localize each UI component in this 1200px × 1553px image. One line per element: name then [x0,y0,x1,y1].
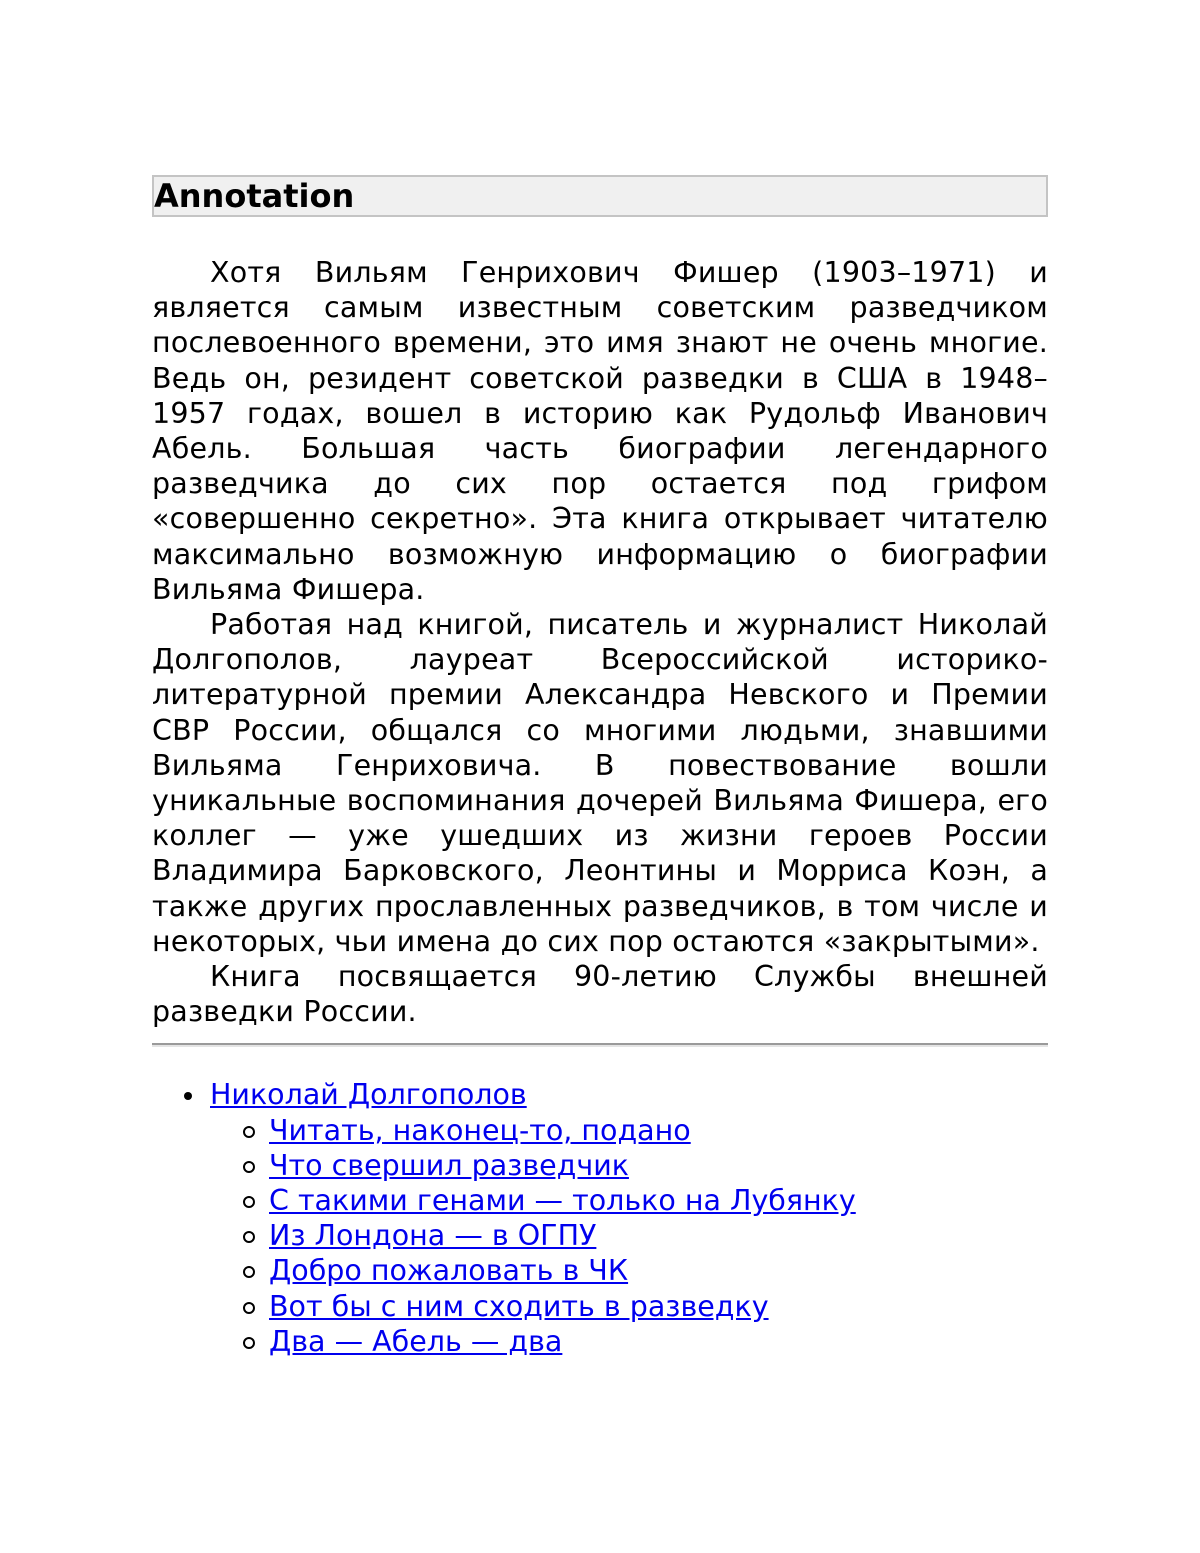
toc-chapter-link[interactable]: Что свершил разведчик [269,1148,629,1182]
annotation-heading: Annotation [152,175,1048,217]
toc-chapter-link[interactable]: Добро пожаловать в ЧК [269,1254,629,1288]
toc-chapter-list [210,1113,1048,1359]
toc-chapter-item [269,1218,1048,1253]
annotation-paragraph: Хотя Вильям Генрихович Фишер (1903–1971) и является самым известным советским разведчиком послевоенного времени, это имя знают не очень многие. Ведь он, резидент советской разведки в США в 1948–1957 годах, вошел в историю как Рудольф Иванович Абель. Большая часть биографии легендарного разведчика до сих пор остается под грифом «совершенно секретно». Эта книга открывает читателю максимально возможную информацию о биографии Вильяма Фишера. [152,256,1048,606]
toc-chapter-item [269,1148,1048,1183]
toc-chapter-item [269,1324,1048,1359]
toc-chapter-item [269,1113,1048,1148]
document-page [152,175,1048,1359]
toc-chapter-link[interactable]: С такими генами — только на Лубянку [269,1184,856,1218]
toc-chapter-link[interactable]: Из Лондона — в ОГПУ [269,1219,597,1253]
toc-chapter-item [269,1183,1048,1218]
toc-chapter-link[interactable]: Два — Абель — два [269,1324,563,1358]
annotation-paragraph: Работая над книгой, писатель и журналист Николай Долгополов, лауреат Всероссийской историко-литературной премии Александра Невского и Премии СВР России, общался со многими людьми, знавшими Вильяма Генриховича. В повествование вошли уникальные воспоминания дочерей Вильяма Фишера, его коллег — уже ушедших из жизни героев России Владимира Барковского, Леонтины и Морриса Коэн, а также других прославленных разведчиков, в том числе и некоторых, чьи имена до сих пор остаются «закрытыми». [152,608,1048,958]
annotation-body [152,255,1048,1029]
toc-chapter-link[interactable]: Читать, наконец-то, подано [269,1113,691,1147]
toc-chapter-item [269,1289,1048,1324]
table-of-contents [152,1077,1048,1359]
toc-author-link[interactable]: Николай Долгополов [210,1078,527,1112]
section-divider [152,1043,1048,1047]
toc-chapter-link[interactable]: Вот бы с ним сходить в разведку [269,1289,769,1323]
toc-author-item [210,1077,1048,1359]
annotation-paragraph: Книга посвящается 90-летию Службы внешней разведки России. [152,960,1048,1029]
toc-chapter-item [269,1253,1048,1288]
